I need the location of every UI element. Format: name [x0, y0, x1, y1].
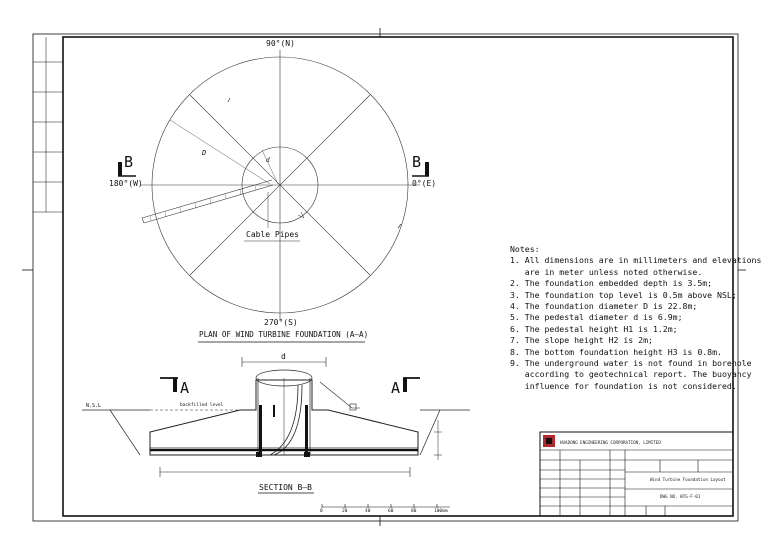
- note-line: according to geotechnical report. The buoyancy: [510, 369, 752, 380]
- plan-section-marker-left: B: [124, 153, 134, 171]
- backfilled-level-label: backfilled level: [180, 403, 224, 408]
- scale-tick-40: 40: [365, 509, 371, 514]
- scale-tick-20: 20: [342, 509, 348, 514]
- plan-diameter-d-label: d: [266, 157, 270, 164]
- plan-section-marker-right: B: [412, 153, 422, 171]
- plan-north-label: 90°(N): [266, 39, 295, 48]
- section-title: SECTION B—B: [259, 483, 312, 492]
- note-line: are in meter unless noted otherwise.: [510, 266, 703, 277]
- title-block-drawing-title: Wind Turbine Foundation Layout: [650, 477, 726, 482]
- plan-diameter-D-label: D: [202, 149, 207, 157]
- notes-title: Notes:: [510, 244, 540, 254]
- plan-title: PLAN OF WIND TURBINE FOUNDATION (A—A): [199, 330, 369, 339]
- section-d-label: d: [281, 352, 286, 361]
- plan-south-label: 270°(S): [264, 318, 298, 327]
- note-line: 3. The foundation top level is 0.5m above NSL;: [510, 289, 737, 300]
- nsl-label: N.S.L: [86, 403, 102, 409]
- title-block-company: HUADONG ENGINEERING CORPORATION, LIMITED: [560, 440, 661, 445]
- company-logo: [543, 435, 555, 447]
- notes-block: [510, 244, 762, 392]
- plan-east-label: 0°(E): [412, 179, 437, 188]
- cable-pipes-label: Cable Pipes: [246, 230, 299, 239]
- plan-west-label: 180°(W): [109, 179, 143, 188]
- note-line: 7. The slope height H2 is 2m;: [510, 335, 653, 346]
- note-line: 1. All dimensions are in millimeters and elevations: [510, 255, 762, 266]
- section-marker-left: A: [180, 379, 190, 397]
- note-line: 5. The pedestal diameter d is 6.9m;: [510, 312, 683, 323]
- note-line: 8. The bottom foundation height H3 is 0.8m.: [510, 346, 722, 357]
- scale-tick-60: 60: [388, 509, 394, 514]
- note-line: 4. The foundation diameter D is 22.8m;: [510, 301, 698, 312]
- note-line: 2. The foundation embedded depth is 3.5m;: [510, 278, 713, 289]
- section-marker-right: A: [391, 379, 401, 397]
- scale-tick-80: 80: [411, 509, 417, 514]
- title-block-drawing-no: DWG NO. WTG-F-01: [660, 494, 701, 499]
- scale-tick-0: 0: [320, 509, 323, 514]
- note-line: 9. The underground water is not found in borehole: [510, 358, 752, 369]
- note-line: influence for foundation is not considered.: [510, 380, 737, 391]
- note-line: 6. The pedestal height H1 is 1.2m;: [510, 323, 678, 334]
- scale-tick-100mm: 100mm: [434, 509, 448, 514]
